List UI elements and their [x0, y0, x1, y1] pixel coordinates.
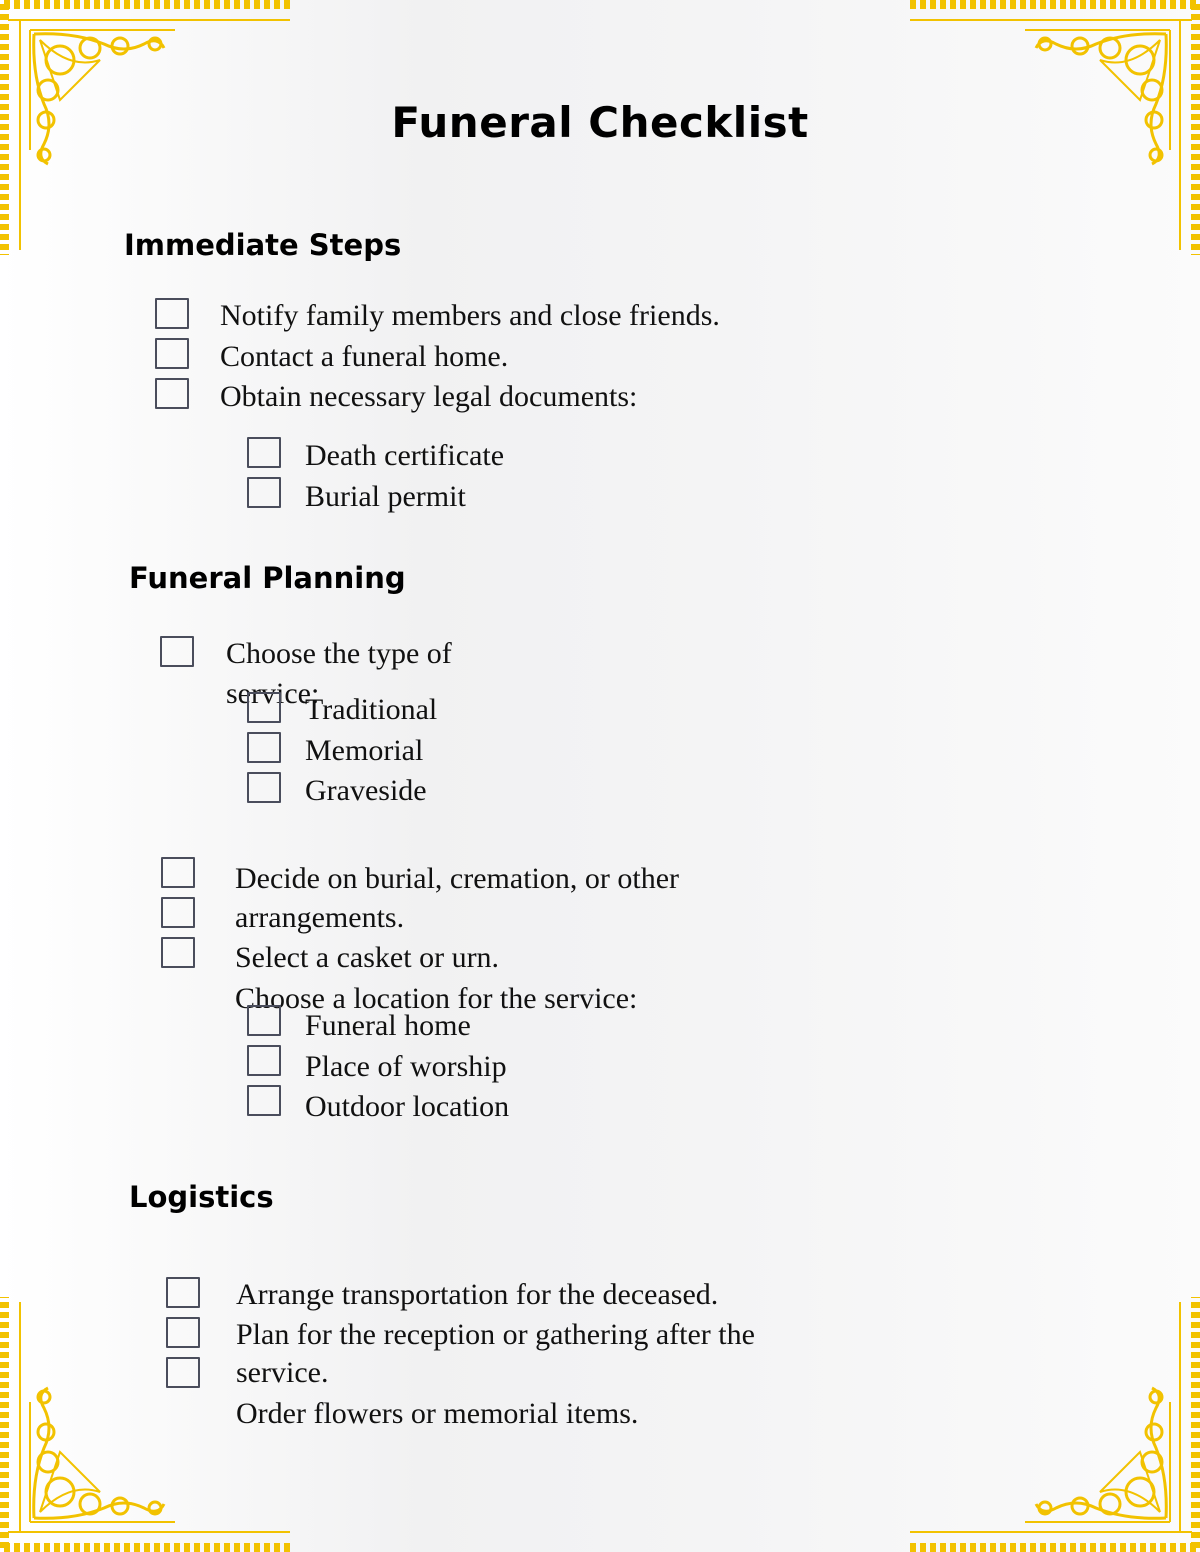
checkbox-notify-family[interactable]: [155, 298, 189, 329]
checkbox-transportation[interactable]: [166, 1277, 200, 1308]
checkbox-reception[interactable]: [166, 1317, 200, 1348]
item-notify-family: Notify family members and close friends.: [220, 299, 720, 332]
subitem-place-of-worship: Place of worship: [305, 1050, 507, 1083]
item-obtain-documents: Obtain necessary legal documents:: [220, 380, 638, 413]
checkbox-casket-urn[interactable]: [161, 897, 195, 928]
checkbox-flowers[interactable]: [166, 1357, 200, 1388]
checkbox-contact-funeral-home[interactable]: [155, 338, 189, 369]
item-transportation: Arrange transportation for the deceased.: [236, 1278, 719, 1311]
subitem-memorial: Memorial: [305, 734, 424, 767]
checkbox-obtain-documents[interactable]: [155, 378, 189, 409]
section-heading-funeral-planning: Funeral Planning: [129, 561, 406, 595]
subitem-death-certificate: Death certificate: [305, 439, 505, 472]
page-title: Funeral Checklist: [391, 98, 809, 147]
item-flowers: Order flowers or memorial items.: [236, 1397, 639, 1430]
subitem-burial-permit: Burial permit: [305, 480, 466, 513]
section-heading-immediate-steps: Immediate Steps: [124, 228, 402, 262]
checkbox-place-of-worship[interactable]: [247, 1045, 281, 1076]
checkbox-graveside[interactable]: [247, 772, 281, 803]
checkbox-traditional[interactable]: [247, 692, 281, 723]
section-heading-logistics: Logistics: [129, 1180, 274, 1214]
checkbox-memorial[interactable]: [247, 732, 281, 763]
item-contact-funeral-home: Contact a funeral home.: [220, 340, 509, 373]
ornament-corner-bottom-right: [900, 1292, 1200, 1552]
subitem-outdoor-location: Outdoor location: [305, 1090, 510, 1123]
checkbox-funeral-home[interactable]: [247, 1005, 281, 1036]
subitem-traditional: Traditional: [305, 693, 438, 726]
item-service-type: Choose the type of service:: [226, 637, 452, 710]
checkbox-outdoor-location[interactable]: [247, 1085, 281, 1116]
checkbox-burial-permit[interactable]: [247, 477, 281, 508]
item-service-location: Choose a location for the service:: [235, 982, 638, 1015]
item-burial-cremation: Decide on burial, cremation, or other arrangements.: [235, 862, 679, 934]
checkbox-death-certificate[interactable]: [247, 437, 281, 468]
item-casket-urn: Select a casket or urn.: [235, 941, 500, 974]
subitem-funeral-home: Funeral home: [305, 1009, 471, 1042]
checkbox-burial-cremation[interactable]: [161, 857, 195, 888]
checkbox-service-location[interactable]: [161, 937, 195, 968]
subitem-graveside: Graveside: [305, 774, 427, 807]
item-reception: Plan for the reception or gathering after the service.: [236, 1318, 755, 1389]
checkbox-service-type[interactable]: [160, 636, 194, 667]
